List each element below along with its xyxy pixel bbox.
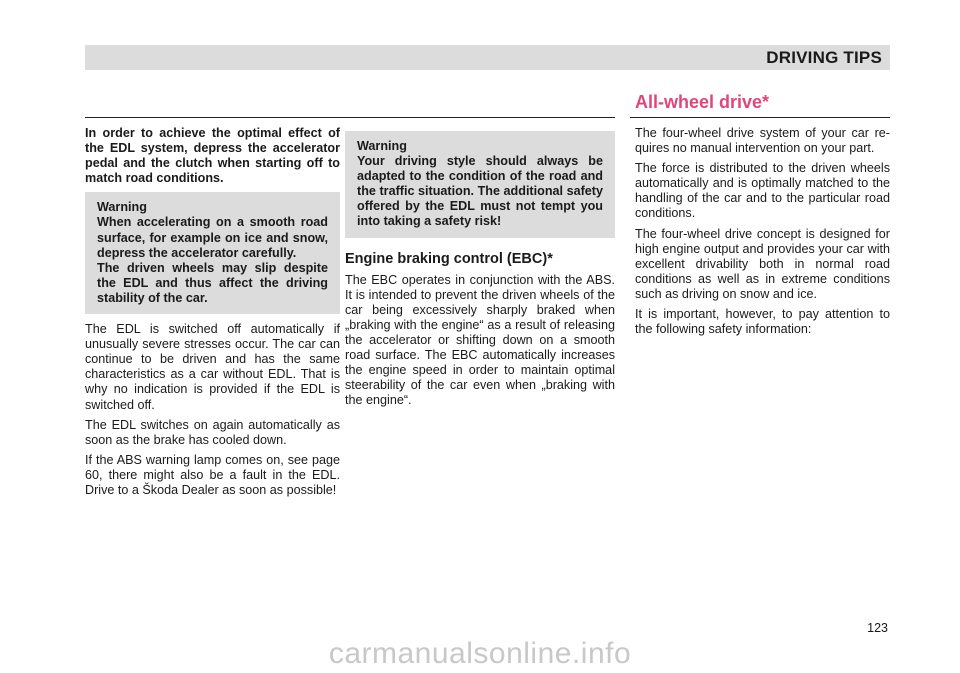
column-3 [635,126,890,342]
header-band [85,45,890,70]
body-paragraph: The four-wheel drive system of your car requires no manual intervention on your part. [635,126,890,156]
warning-box-2 [345,131,615,238]
body-paragraph: It is important, however, to pay attention to the following safety information: [635,307,890,337]
body-paragraph: The EBC operates in conjunction with the ABS. It is intended to prevent the driven wheels of the car being excessively sharply braked when „braking with the engine“ as a result of releasing the accelerator or shifting down on a smooth road surface. The EBC automatically increases the engine speed in order to maintain optimal steerability of the car even when „braking with the engine“. [345,272,615,408]
intro-paragraph: In order to achieve the optimal effect of the EDL system, depress the accelerator pedal and the clutch when starting off to match road conditions. [85,126,340,186]
warning-text: Your driving style should always be adapted to the condition of the road and the traffic situation. The additional safety offered by the EDL must not tempt you into taking a safety risk! [357,154,603,229]
body-paragraph: The EDL switches on again automatically as soon as the brake has cooled down. [85,417,340,447]
column-2 [345,126,615,414]
warning-text: When accelerating on a smooth road surface, for example on ice and snow, depress the accelerator carefully. [97,215,328,260]
warning-title: Warning [97,200,147,215]
body-paragraph: The four-wheel drive concept is designed for high engine output and provides your car with excellent drivability both in normal road conditions as well as in extreme conditions such as driving on snow and ice. [635,226,890,301]
warning-text: The driven wheels may slip despite the EDL and thus affect the driving stability of the car. [97,260,328,305]
divider-right [630,117,890,118]
page-number: 123 [867,621,888,635]
warning-box-1 [85,192,340,314]
watermark: carmanualsonline.info [328,637,632,670]
divider-left [85,117,615,118]
body-paragraph: The force is distributed to the driven wheels automatically and is optimally matched to the handling of the car and to the particular road conditions. [635,161,890,221]
warning-title: Warning [357,139,407,153]
body-paragraph: If the ABS warning lamp comes on, see page 60, there might also be a fault in the EDL. Drive to a Škoda Dealer as soon as possible! [85,452,340,497]
subheading-ebc: Engine braking control (EBC)* [345,250,553,267]
body-paragraph: The EDL is switched off automatically if unusually severe stresses occur. The car can continue to be driven and has the same characteristics as a car without EDL. That is why no indication is provided if the EDL is switched off. [85,322,340,412]
page-header-title: DRIVING TIPS [766,48,882,67]
column-1 [85,126,340,503]
section-heading: All-wheel drive* [635,92,770,112]
